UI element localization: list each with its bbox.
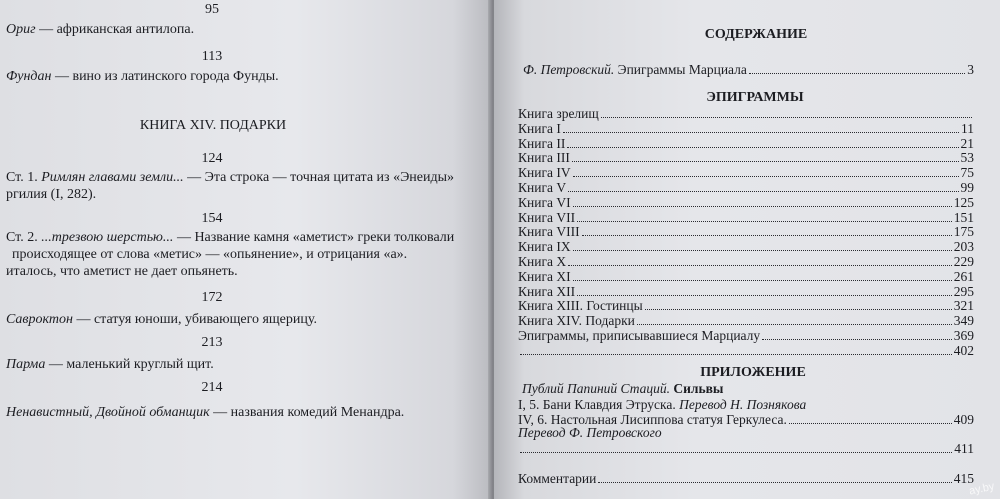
appendix-title: ПРИЛОЖЕНИЕ (700, 365, 806, 380)
toc-title: Эпиграммы Марциала (614, 62, 747, 77)
toc-translator-2: Перевод Ф. Петровского (518, 425, 662, 440)
entry-number-95: 95 (205, 2, 219, 17)
toc-label: Книга XIII. Гостинцы (518, 298, 643, 314)
toc-page: 125 (953, 194, 974, 210)
toc-page: 409 (953, 412, 974, 427)
toc-page: 415 (953, 471, 974, 486)
toc-leader (573, 279, 952, 281)
entry-number-113: 113 (201, 49, 223, 64)
toc-leader (577, 220, 952, 222)
entry-term: Савроктон (6, 312, 73, 327)
toc-page: 11 (961, 120, 974, 136)
toc-leader (598, 481, 951, 483)
toc-leader (520, 353, 952, 355)
toc-page: 411 (954, 441, 974, 456)
toc-leader (749, 72, 965, 74)
toc-row-silvae-translator[interactable] (518, 440, 974, 456)
toc-leader (573, 249, 952, 251)
note-124-line1 (6, 170, 454, 186)
toc-page: 369 (953, 328, 974, 343)
toc-label: Книга VII (518, 209, 576, 225)
toc-label: Книга XII (518, 283, 576, 299)
note-text: — Название камня «аметист» греки толковали (173, 230, 455, 245)
toc-row-intro[interactable] (523, 61, 974, 77)
toc-row-book[interactable] (518, 209, 974, 225)
toc-page: 229 (953, 254, 974, 269)
toc-translator: Перевод Н. Познякова (675, 397, 807, 412)
entry-desc: — названия комедий Менандра. (209, 405, 405, 420)
contents-title: СОДЕРЖАНИЕ (704, 27, 808, 42)
entry-parma (6, 357, 214, 373)
entry-sauroctonos (6, 312, 317, 328)
toc-label: Комментарии (518, 471, 597, 486)
note-verse-ref: Ст. 2. (6, 230, 42, 245)
entry-menander (6, 405, 404, 421)
note-verse-ref: Ст. 1. (6, 170, 42, 185)
toc-leader (645, 308, 952, 310)
toc-poem: I, 5. Бани Клавдия Этруска. (518, 397, 676, 412)
entry-term: Ориг (6, 22, 36, 37)
toc-leader (582, 234, 952, 236)
note-154-line1 (6, 230, 454, 246)
toc-label: Книга I (518, 120, 561, 136)
toc-label (523, 62, 747, 77)
toc-row-comments[interactable] (518, 470, 974, 486)
toc-page: 402 (953, 342, 974, 358)
toc-leader (572, 160, 959, 162)
statius-heading (522, 381, 723, 397)
toc-leader (573, 175, 959, 177)
toc-leader (577, 294, 952, 296)
entry-oryx (6, 22, 194, 38)
toc-row-book[interactable] (518, 149, 974, 165)
entry-desc: — африканская антилопа. (35, 22, 195, 37)
toc-leader (637, 323, 952, 325)
toc-label: Книга IX (518, 239, 571, 255)
entry-number-154: 154 (201, 211, 223, 226)
toc-label: IV, 6. Настольная Лисиппова статуя Геркулеса. (518, 412, 787, 427)
toc-page: 75 (960, 165, 974, 181)
epigrams-title: ЭПИГРАММЫ (706, 90, 804, 105)
toc-page: 53 (960, 150, 974, 166)
toc-row-book[interactable] (518, 194, 974, 210)
toc-leader (601, 116, 972, 118)
toc-row-book[interactable] (518, 253, 974, 269)
watermark: ay.by (967, 480, 995, 498)
toc-title: Сильвы (670, 381, 724, 396)
toc-label: Книга III (518, 150, 570, 166)
toc-page: 3 (967, 62, 974, 77)
entry-term: Фундан (6, 69, 52, 84)
toc-row-book[interactable] (518, 223, 974, 239)
toc-row-book[interactable] (518, 164, 974, 180)
note-154-line3: италось, что аметист не дает опьянеть. (6, 264, 238, 279)
toc-label: Книга V (518, 180, 567, 195)
entry-number-214: 214 (201, 380, 223, 395)
toc-leader (563, 131, 959, 133)
entry-desc: — маленький круглый щит. (45, 357, 214, 372)
toc-label: Книга XIV. Подарки (518, 313, 635, 329)
note-text: — Эта строка — точная цитата из «Энеиды» (183, 170, 455, 185)
toc-author: Публий Папиний Стаций. (522, 381, 671, 396)
toc-leader (762, 338, 952, 340)
toc-row-book[interactable] (518, 297, 974, 313)
toc-row-silvae-1[interactable] (518, 396, 813, 412)
toc-label: Книга XI (518, 268, 571, 284)
entry-number-172: 172 (201, 290, 223, 305)
toc-page: 295 (953, 283, 974, 299)
entry-number-124: 124 (201, 151, 223, 166)
toc-page: 321 (953, 298, 974, 314)
toc-author: Ф. Петровский. (523, 62, 615, 77)
note-quote: Римлян главами земли... (41, 170, 184, 185)
toc-label: Эпиграммы, приписывавшиеся Марциалу (518, 328, 761, 343)
toc-row-book[interactable] (518, 283, 974, 299)
toc-label: Книга VI (518, 194, 571, 210)
toc-row-book[interactable] (518, 312, 974, 328)
entry-desc: — статуя юноши, убивающего ящерицу. (72, 312, 317, 327)
toc-leader (568, 264, 952, 266)
toc-label (518, 397, 806, 412)
note-154-line2: происходящее от слова «метис» — «опьянение», и отрицания «а». (12, 247, 408, 262)
entry-term: Ненавистный, Двойной обманщик (6, 405, 210, 420)
toc-row-book[interactable] (518, 342, 974, 358)
left-page (0, 0, 492, 499)
toc-leader (568, 190, 958, 192)
toc-label: Книга X (518, 254, 567, 269)
toc-label: Книга IV (518, 165, 571, 181)
toc-row-book[interactable] (518, 179, 974, 195)
toc-label: Книга II (518, 135, 566, 151)
entry-number-213: 213 (201, 335, 223, 350)
toc-page: 203 (953, 239, 974, 255)
toc-label: Книга VIII (518, 224, 580, 240)
toc-row-book[interactable] (518, 120, 974, 136)
toc-page: 349 (953, 313, 974, 329)
toc-row-book[interactable] (518, 238, 974, 254)
toc-leader (789, 422, 952, 424)
book-title: КНИГА XIV. ПОДАРКИ (139, 118, 287, 133)
toc-page: 261 (953, 268, 974, 284)
toc-page: 175 (953, 224, 974, 240)
note-quote: ...трезвою шерстью... (41, 230, 174, 245)
toc-page: 151 (953, 209, 974, 225)
toc-leader (520, 451, 952, 453)
entry-desc: — вино из латинского города Фунды. (51, 69, 279, 84)
toc-page: 99 (960, 180, 974, 195)
toc-row-book[interactable] (518, 327, 974, 343)
toc-row-book[interactable] (518, 268, 974, 284)
toc-label: Книга зрелищ (518, 106, 599, 121)
toc-leader (567, 146, 958, 148)
entry-fundan (6, 69, 279, 85)
toc-row-book[interactable] (518, 135, 974, 151)
note-124-line2: ргилия (I, 282). (6, 187, 97, 202)
toc-row-book[interactable] (518, 105, 974, 121)
entry-term: Парма (6, 357, 46, 372)
toc-leader (573, 205, 952, 207)
toc-page: 21 (960, 135, 974, 151)
